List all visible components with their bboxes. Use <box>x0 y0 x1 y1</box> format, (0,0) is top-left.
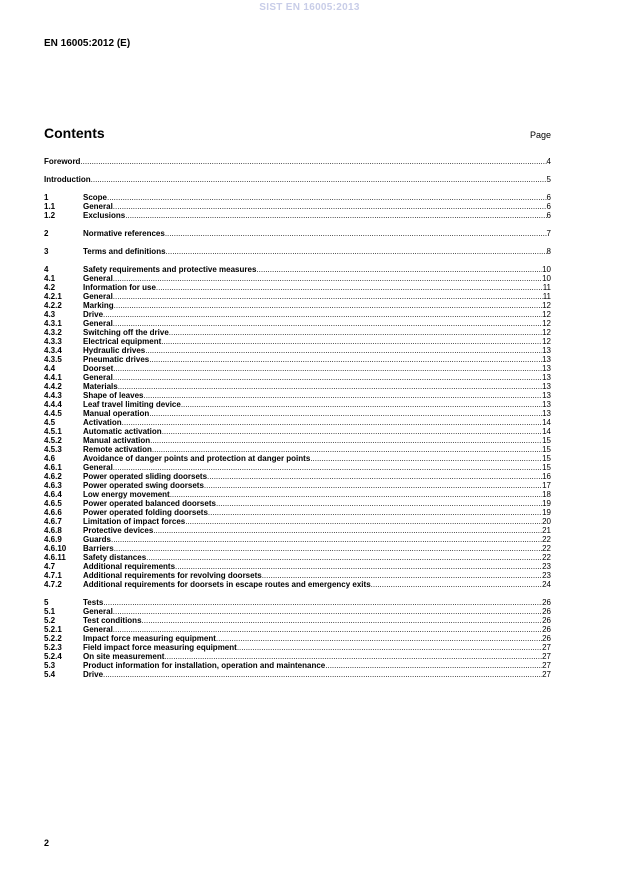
toc-leader-dots <box>114 301 542 310</box>
toc-entry-number: 4.5.2 <box>44 436 62 445</box>
toc-entry[interactable] <box>44 463 551 472</box>
toc-entry[interactable] <box>44 175 551 184</box>
toc-entry-page: 14 <box>542 427 551 436</box>
toc-entry-number: 1 <box>44 193 49 202</box>
toc-entry-title: Exclusions <box>83 211 126 220</box>
toc-leader-dots <box>166 247 547 256</box>
toc-entry-title: Low energy movement <box>83 490 170 499</box>
toc-entry[interactable] <box>44 571 551 580</box>
toc-entry-number: 4.6.1 <box>44 463 62 472</box>
toc-entry-page: 27 <box>542 643 551 652</box>
toc-leader-dots <box>216 634 542 643</box>
toc-entry-page: 26 <box>542 625 551 634</box>
document-id: EN 16005:2012 (E) <box>44 38 131 49</box>
toc-entry-number: 4.6.6 <box>44 508 62 517</box>
toc-entry-number: 4.4.4 <box>44 400 62 409</box>
page-number: 2 <box>44 838 50 848</box>
toc-entry[interactable] <box>44 229 551 238</box>
toc-entry[interactable] <box>44 193 551 202</box>
toc-entry-number: 4.5.1 <box>44 427 62 436</box>
toc-entry[interactable] <box>44 517 551 526</box>
toc-entry-page: 15 <box>542 436 551 445</box>
toc-entry[interactable] <box>44 274 551 283</box>
toc-entry-number: 5.1 <box>44 607 56 616</box>
toc-leader-dots <box>216 499 542 508</box>
toc-leader-dots <box>262 571 542 580</box>
toc-entry[interactable] <box>44 436 551 445</box>
toc-leader-dots <box>150 436 542 445</box>
toc-leader-dots <box>170 490 542 499</box>
toc-entry-page: 4 <box>546 157 551 166</box>
toc-entry[interactable] <box>44 643 551 652</box>
toc-entry-number: 1.1 <box>44 202 56 211</box>
toc-leader-dots <box>152 445 542 454</box>
toc-entry-number: 4.3.2 <box>44 328 62 337</box>
toc-entry-title: Safety requirements and protective measures <box>83 265 257 274</box>
toc-leader-dots <box>103 310 542 319</box>
toc-entry-title: Normative references <box>83 229 165 238</box>
toc-leader-dots <box>125 211 546 220</box>
toc-entry[interactable] <box>44 472 551 481</box>
toc-leader-dots <box>91 175 547 184</box>
toc-leader-dots <box>113 274 542 283</box>
toc-entry[interactable] <box>44 409 551 418</box>
toc-entry[interactable] <box>44 616 551 625</box>
page-title: Contents <box>44 125 105 141</box>
toc-entry-title: On site measurement <box>83 652 165 661</box>
toc-entry-number: 4.6 <box>44 454 56 463</box>
toc-leader-dots <box>146 553 542 562</box>
toc-leader-dots <box>325 661 542 670</box>
toc-leader-dots <box>113 292 543 301</box>
toc-entry-title: Terms and definitions <box>83 247 166 256</box>
toc-entry-page: 26 <box>542 607 551 616</box>
toc-entry-number: 4.3.5 <box>44 355 62 364</box>
toc-entry-title: Tests <box>83 598 104 607</box>
toc-entry-title: Limitation of impact forces <box>83 517 186 526</box>
toc-entry[interactable] <box>44 346 551 355</box>
toc-entry[interactable] <box>44 427 551 436</box>
toc-entry-number: 4.6.3 <box>44 481 62 490</box>
toc-entry-title: Barriers <box>83 544 114 553</box>
toc-entry-page: 11 <box>542 283 551 292</box>
toc-entry-page: 27 <box>542 670 551 679</box>
toc-entry-number: 4.6.11 <box>44 553 66 562</box>
toc-entry[interactable] <box>44 553 551 562</box>
toc-entry[interactable] <box>44 382 551 391</box>
toc-entry-page: 13 <box>542 355 551 364</box>
toc-entry-page: 16 <box>542 472 551 481</box>
toc-leader-dots <box>145 346 542 355</box>
toc-entry-page: 11 <box>542 292 551 301</box>
toc-entry-number: 4.6.7 <box>44 517 62 526</box>
toc-entry-page: 13 <box>542 382 551 391</box>
toc-entry-title: Foreword <box>44 157 81 166</box>
watermark: SIST EN 16005:2013 <box>259 2 360 13</box>
toc-entry-page: 17 <box>542 481 551 490</box>
toc-entry[interactable] <box>44 319 551 328</box>
toc-entry-title: Shape of leaves <box>83 391 144 400</box>
toc-entry-number: 4.1 <box>44 274 56 283</box>
toc-entry-number: 5.2 <box>44 616 56 625</box>
toc-leader-dots <box>181 400 542 409</box>
toc-entry-title: Leaf travel limiting device <box>83 400 181 409</box>
toc-entry-number: 4.2 <box>44 283 56 292</box>
toc-entry-number: 4.4.2 <box>44 382 62 391</box>
toc-entry[interactable] <box>44 454 551 463</box>
toc-entry-page: 13 <box>542 391 551 400</box>
toc-entry-number: 3 <box>44 247 49 256</box>
toc-entry-number: 4.6.8 <box>44 526 62 535</box>
toc-entry-number: 5.4 <box>44 670 56 679</box>
toc-entry[interactable] <box>44 211 551 220</box>
toc-entry-title: Switching off the drive <box>83 328 169 337</box>
toc-entry-title: Manual operation <box>83 409 150 418</box>
toc-entry-page: 26 <box>542 616 551 625</box>
toc-entry-title: Additional requirements <box>83 562 176 571</box>
toc-entry[interactable] <box>44 364 551 373</box>
toc-entry-number: 4.2.1 <box>44 292 62 301</box>
toc-entry-title: Test conditions <box>83 616 142 625</box>
toc-entry-page: 5 <box>546 175 551 184</box>
toc-entry-page: 21 <box>542 526 551 535</box>
toc-entry-page: 15 <box>542 445 551 454</box>
toc-entry-page: 10 <box>542 274 551 283</box>
toc-entry[interactable] <box>44 301 551 310</box>
toc-leader-dots <box>161 337 542 346</box>
toc-entry-page: 6 <box>546 211 551 220</box>
toc-entry-number: 4.3.1 <box>44 319 62 328</box>
toc-entry-title: Electrical equipment <box>83 337 162 346</box>
toc-entry-number: 4.7.2 <box>44 580 62 589</box>
toc-leader-dots <box>113 463 542 472</box>
toc-entry[interactable] <box>44 373 551 382</box>
toc-entry-number: 4 <box>44 265 49 274</box>
toc-leader-dots <box>114 544 542 553</box>
toc-entry-title: General <box>83 319 113 328</box>
toc-entry-title: Additional requirements for doorsets in escape routes and emergency exits <box>83 580 371 589</box>
toc-leader-dots <box>143 391 542 400</box>
toc-entry-number: 4.3 <box>44 310 56 319</box>
toc-leader-dots <box>122 418 542 427</box>
toc-entry-page: 13 <box>542 373 551 382</box>
toc-entry-number: 5.2.4 <box>44 652 62 661</box>
toc-entry-page: 23 <box>542 571 551 580</box>
toc-entry-page: 6 <box>546 202 551 211</box>
toc-entry-title: General <box>83 607 113 616</box>
toc-entry-title: Activation <box>83 418 122 427</box>
toc-entry[interactable] <box>44 481 551 490</box>
toc-entry-page: 12 <box>542 301 551 310</box>
toc-leader-dots <box>256 265 542 274</box>
toc-entry-page: 13 <box>542 364 551 373</box>
toc-entry-page: 7 <box>546 229 551 238</box>
toc-entry-title: Scope <box>83 193 108 202</box>
toc-leader-dots <box>118 382 542 391</box>
page-column-label: Page <box>529 130 551 140</box>
toc-entry-title: Protective devices <box>83 526 154 535</box>
toc-leader-dots <box>237 643 542 652</box>
toc-entry[interactable] <box>44 265 551 274</box>
toc-entry-number: 4.4 <box>44 364 56 373</box>
toc-leader-dots <box>156 283 543 292</box>
toc-entry[interactable] <box>44 157 551 166</box>
toc-entry[interactable] <box>44 544 551 553</box>
toc-entry-page: 24 <box>542 580 551 589</box>
toc-entry[interactable] <box>44 652 551 661</box>
toc-entry[interactable] <box>44 625 551 634</box>
toc-entry-page: 27 <box>542 652 551 661</box>
toc-entry-number: 4.4.3 <box>44 391 62 400</box>
toc-entry-title: Product information for installation, operation and maintenance <box>83 661 326 670</box>
toc-entry-title: Avoidance of danger points and protection at danger points <box>83 454 311 463</box>
toc-leader-dots <box>113 319 542 328</box>
toc-leader-dots <box>149 409 542 418</box>
toc-entry-page: 20 <box>542 517 551 526</box>
toc-entry-title: Power operated swing doorsets <box>83 481 204 490</box>
toc-entry[interactable] <box>44 508 551 517</box>
toc-entry-number: 5.2.2 <box>44 634 62 643</box>
toc-entry-page: 13 <box>542 346 551 355</box>
toc-leader-dots <box>165 229 547 238</box>
toc-leader-dots <box>371 580 542 589</box>
toc-entry-page: 12 <box>542 319 551 328</box>
toc-entry[interactable] <box>44 535 551 544</box>
table-of-contents <box>44 157 551 679</box>
toc-entry[interactable] <box>44 247 551 256</box>
toc-leader-dots <box>162 427 542 436</box>
toc-entry-page: 22 <box>542 535 551 544</box>
toc-leader-dots <box>142 616 543 625</box>
toc-entry-title: General <box>83 373 113 382</box>
toc-leader-dots <box>103 670 542 679</box>
toc-entry[interactable] <box>44 391 551 400</box>
toc-entry[interactable] <box>44 562 551 571</box>
toc-entry-title: Pneumatic drives <box>83 355 150 364</box>
toc-entry-title: Power operated balanced doorsets <box>83 499 216 508</box>
toc-entry-page: 13 <box>542 409 551 418</box>
toc-entry[interactable] <box>44 634 551 643</box>
toc-entry[interactable] <box>44 418 551 427</box>
toc-entry-page: 12 <box>542 310 551 319</box>
toc-leader-dots <box>107 193 547 202</box>
toc-entry[interactable] <box>44 202 551 211</box>
toc-entry-number: 5 <box>44 598 49 607</box>
toc-entry-title: Doorset <box>83 364 114 373</box>
toc-entry-page: 10 <box>542 265 551 274</box>
toc-leader-dots <box>113 373 542 382</box>
toc-entry-title: Safety distances <box>83 553 147 562</box>
toc-entry-page: 6 <box>546 193 551 202</box>
toc-entry-number: 4.2.2 <box>44 301 62 310</box>
toc-leader-dots <box>113 607 542 616</box>
toc-entry-title: Power operated sliding doorsets <box>83 472 208 481</box>
toc-entry-title: Hydraulic drives <box>83 346 146 355</box>
toc-entry-title: General <box>83 202 113 211</box>
toc-entry-title: Manual activation <box>83 436 151 445</box>
toc-entry-page: 22 <box>542 553 551 562</box>
toc-entry-number: 4.7 <box>44 562 56 571</box>
toc-entry-page: 22 <box>542 544 551 553</box>
toc-leader-dots <box>149 355 542 364</box>
toc-entry-title: Power operated folding doorsets <box>83 508 208 517</box>
toc-entry-number: 4.6.5 <box>44 499 62 508</box>
toc-leader-dots <box>113 625 542 634</box>
toc-entry-number: 4.4.1 <box>44 373 62 382</box>
toc-entry-title: Information for use <box>83 283 156 292</box>
toc-entry-number: 4.7.1 <box>44 571 62 580</box>
toc-entry[interactable] <box>44 337 551 346</box>
toc-leader-dots <box>164 652 542 661</box>
toc-leader-dots <box>80 157 546 166</box>
toc-leader-dots <box>113 364 542 373</box>
toc-entry-title: Remote activation <box>83 445 152 454</box>
toc-entry[interactable] <box>44 580 551 589</box>
toc-entry[interactable] <box>44 445 551 454</box>
toc-entry[interactable] <box>44 598 551 607</box>
toc-entry-number: 2 <box>44 229 49 238</box>
toc-leader-dots <box>113 202 547 211</box>
toc-leader-dots <box>185 517 542 526</box>
toc-entry-page: 15 <box>542 463 551 472</box>
toc-entry[interactable] <box>44 661 551 670</box>
toc-entry-page: 19 <box>542 508 551 517</box>
toc-entry-number: 4.5.3 <box>44 445 62 454</box>
toc-entry-title: Drive <box>83 310 104 319</box>
toc-entry-page: 13 <box>542 400 551 409</box>
toc-entry[interactable] <box>44 400 551 409</box>
toc-entry-page: 26 <box>542 598 551 607</box>
toc-entry-number: 4.6.9 <box>44 535 62 544</box>
toc-entry-page: 12 <box>542 328 551 337</box>
toc-entry-number: 4.3.4 <box>44 346 62 355</box>
toc-entry-number: 4.3.3 <box>44 337 62 346</box>
toc-entry-number: 4.4.5 <box>44 409 62 418</box>
toc-entry-page: 23 <box>542 562 551 571</box>
toc-entry-page: 15 <box>542 454 551 463</box>
toc-entry-title: Field impact force measuring equipment <box>83 643 237 652</box>
toc-entry[interactable] <box>44 283 551 292</box>
toc-entry-title: Impact force measuring equipment <box>83 634 216 643</box>
toc-entry-title: Drive <box>83 670 104 679</box>
toc-entry-page: 14 <box>542 418 551 427</box>
toc-leader-dots <box>169 328 542 337</box>
toc-entry-title: General <box>83 625 113 634</box>
toc-entry-title: General <box>83 463 113 472</box>
toc-entry[interactable] <box>44 355 551 364</box>
toc-entry-page: 27 <box>542 661 551 670</box>
toc-entry[interactable] <box>44 607 551 616</box>
toc-entry[interactable] <box>44 328 551 337</box>
toc-entry-number: 4.6.10 <box>44 544 67 553</box>
toc-entry[interactable] <box>44 499 551 508</box>
toc-entry-number: 5.3 <box>44 661 56 670</box>
toc-entry-number: 4.6.4 <box>44 490 62 499</box>
toc-entry-number: 5.2.3 <box>44 643 62 652</box>
toc-leader-dots <box>207 472 542 481</box>
toc-entry-page: 18 <box>542 490 551 499</box>
toc-leader-dots <box>111 535 542 544</box>
toc-leader-dots <box>153 526 542 535</box>
toc-entry-title: Introduction <box>44 175 91 184</box>
toc-entry-title: General <box>83 292 113 301</box>
toc-entry-title: Additional requirements for revolving doorsets <box>83 571 262 580</box>
toc-entry[interactable] <box>44 292 551 301</box>
toc-leader-dots <box>175 562 542 571</box>
toc-entry-title: Automatic activation <box>83 427 162 436</box>
toc-entry[interactable] <box>44 526 551 535</box>
toc-entry-page: 8 <box>546 247 551 256</box>
toc-entry[interactable] <box>44 670 551 679</box>
toc-entry-number: 4.6.2 <box>44 472 62 481</box>
toc-entry-page: 26 <box>542 634 551 643</box>
toc-leader-dots <box>103 598 542 607</box>
toc-entry-title: Guards <box>83 535 112 544</box>
toc-entry[interactable] <box>44 310 551 319</box>
toc-entry-number: 4.5 <box>44 418 56 427</box>
toc-entry-title: General <box>83 274 113 283</box>
toc-entry-title: Marking <box>83 301 114 310</box>
toc-entry-page: 19 <box>542 499 551 508</box>
toc-entry[interactable] <box>44 490 551 499</box>
toc-leader-dots <box>208 508 542 517</box>
toc-entry-number: 5.2.1 <box>44 625 62 634</box>
toc-leader-dots <box>204 481 542 490</box>
toc-leader-dots <box>310 454 542 463</box>
toc-entry-number: 1.2 <box>44 211 56 220</box>
toc-entry-title: Materials <box>83 382 118 391</box>
toc-entry-page: 12 <box>542 337 551 346</box>
